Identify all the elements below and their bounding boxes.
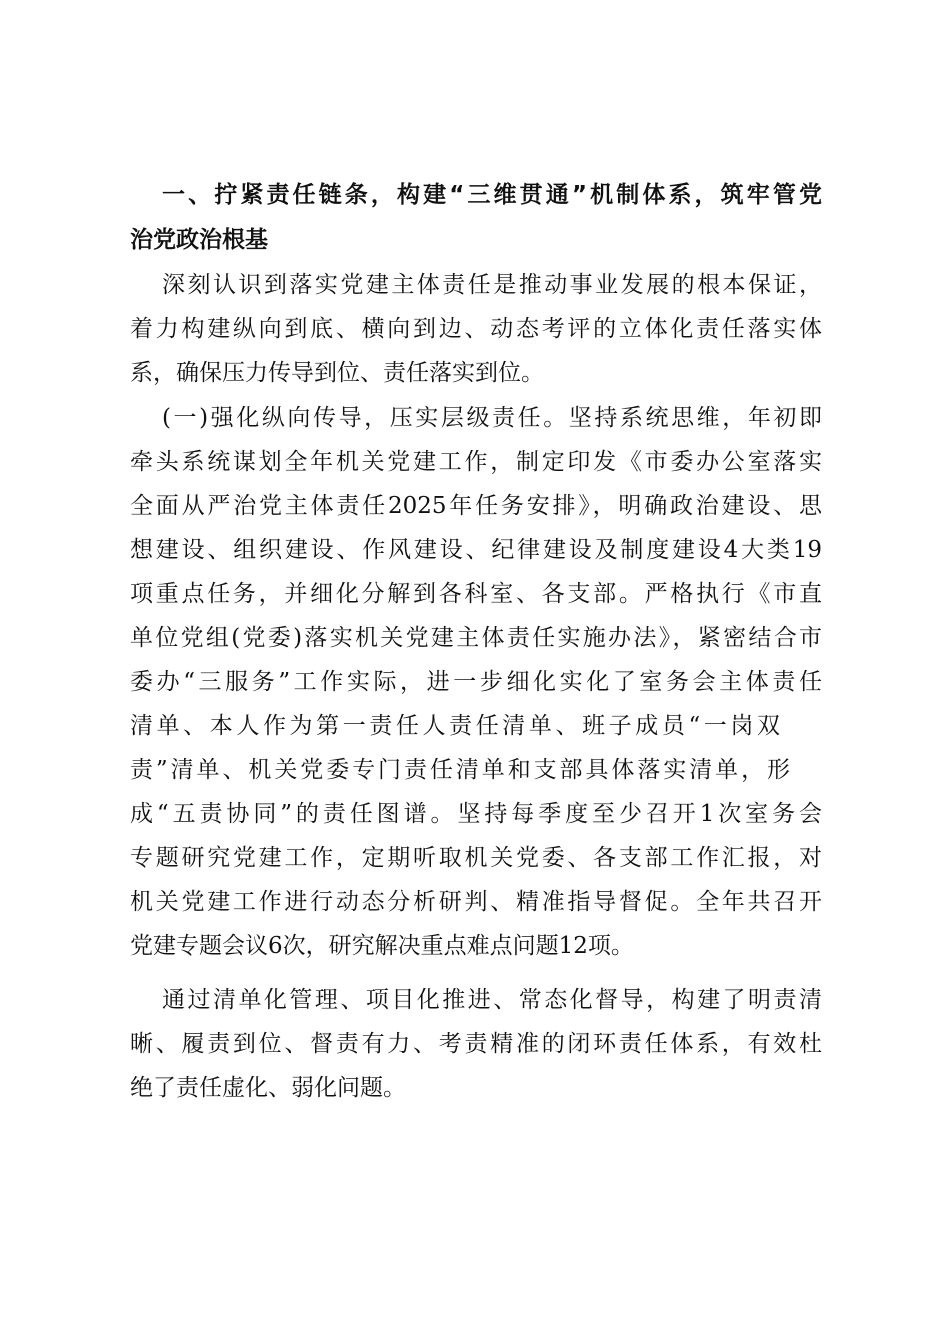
paragraph-line: 成“五责协同”的责任图谱。坚持每季度至少召开1次室务会 [130, 801, 822, 827]
paragraph-line: 通过清单化管理、项目化推进、常态化督导，构建了明责清 [162, 987, 822, 1013]
paragraph-line: 晰、履责到位、督责有力、考责精准的闭环责任体系，有效杜 [130, 1031, 822, 1057]
paragraph-line: 专题研究党建工作，定期听取机关党委、各支部工作汇报，对 [130, 845, 822, 871]
paragraph-line: 责”清单、机关党委专门责任清单和支部具体落实清单，形 [130, 757, 790, 783]
paragraph-line: 单位党组(党委)落实机关党建主体责任实施办法》，紧密结合市 [130, 625, 822, 651]
paragraph-line: 项重点任务，并细化分解到各科室、各支部。严格执行《市直 [130, 581, 822, 607]
paragraph-line: 绝了责任虚化、弱化问题。 [130, 1075, 406, 1101]
paragraph-line: 系，确保压力传导到位、责任落实到位。 [130, 360, 544, 386]
paragraph-line: 牵头系统谋划全年机关党建工作，制定印发《市委办公室落实 [130, 449, 822, 475]
paragraph-line: (一)强化纵向传导，压实层级责任。坚持系统思维，年初即 [162, 405, 822, 431]
paragraph-line: 委办“三服务”工作实际，进一步细化实化了室务会主体责任 [130, 669, 822, 695]
paragraph-line: 全面从严治党主体责任2025年任务安排》，明确政治建设、思 [130, 493, 822, 519]
paragraph-line: 深刻认识到落实党建主体责任是推动事业发展的根本保证， [162, 272, 822, 298]
paragraph-line: 想建设、组织建设、作风建设、纪律建设及制度建设4大类19 [130, 537, 822, 563]
paragraph-line: 机关党建工作进行动态分析研判、精准指导督促。全年共召开 [130, 889, 822, 915]
paragraph-line: 着力构建纵向到底、横向到边、动态考评的立体化责任落实体 [130, 316, 822, 342]
section-heading-line: 一、拧紧责任链条，构建“三维贯通”机制体系，筑牢管党 [162, 182, 822, 208]
section-heading-line: 治党政治根基 [130, 227, 268, 253]
paragraph-line: 清单、本人作为第一责任人责任清单、班子成员“一岗双 [130, 713, 780, 739]
paragraph-line: 党建专题会议6次，研究解决重点难点问题12项。 [130, 933, 634, 959]
